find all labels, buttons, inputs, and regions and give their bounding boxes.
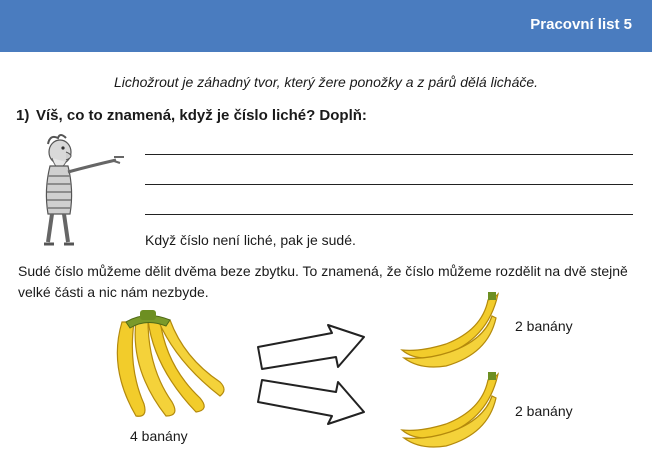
arrow-icon-bottom: [256, 378, 368, 426]
bottom-group-label: 2 banány: [515, 403, 573, 419]
two-bananas-bottom-image: [396, 372, 500, 452]
intro-sentence: Lichožrout je záhadný tvor, který žere ponožky a z párů dělá licháče.: [113, 74, 539, 90]
arrow-icon-top: [256, 323, 368, 371]
banana-bunch-image: [100, 308, 230, 426]
lichozrout-illustration: [30, 130, 130, 250]
bunch-label: 4 banány: [130, 428, 188, 444]
explanation-paragraph: Sudé číslo můžeme dělit dvěma beze zbytku. To znamená, že číslo můžeme rozdělit na dvě stejně velké části a nic nám nezbyde.: [18, 263, 628, 300]
question-number: 1): [16, 107, 30, 124]
top-group-label: 2 banány: [515, 318, 573, 334]
two-bananas-top-image: [396, 292, 500, 370]
answer-line-1[interactable]: [145, 154, 633, 155]
hint-text: Když číslo není liché, pak je sudé.: [145, 232, 356, 248]
worksheet-title: Pracovní list 5: [530, 16, 632, 33]
header-bar: [0, 0, 652, 52]
answer-line-3[interactable]: [145, 214, 633, 215]
question-text: Víš, co to znamená, když je číslo liché? Doplň:: [36, 107, 367, 124]
answer-line-2[interactable]: [145, 184, 633, 185]
